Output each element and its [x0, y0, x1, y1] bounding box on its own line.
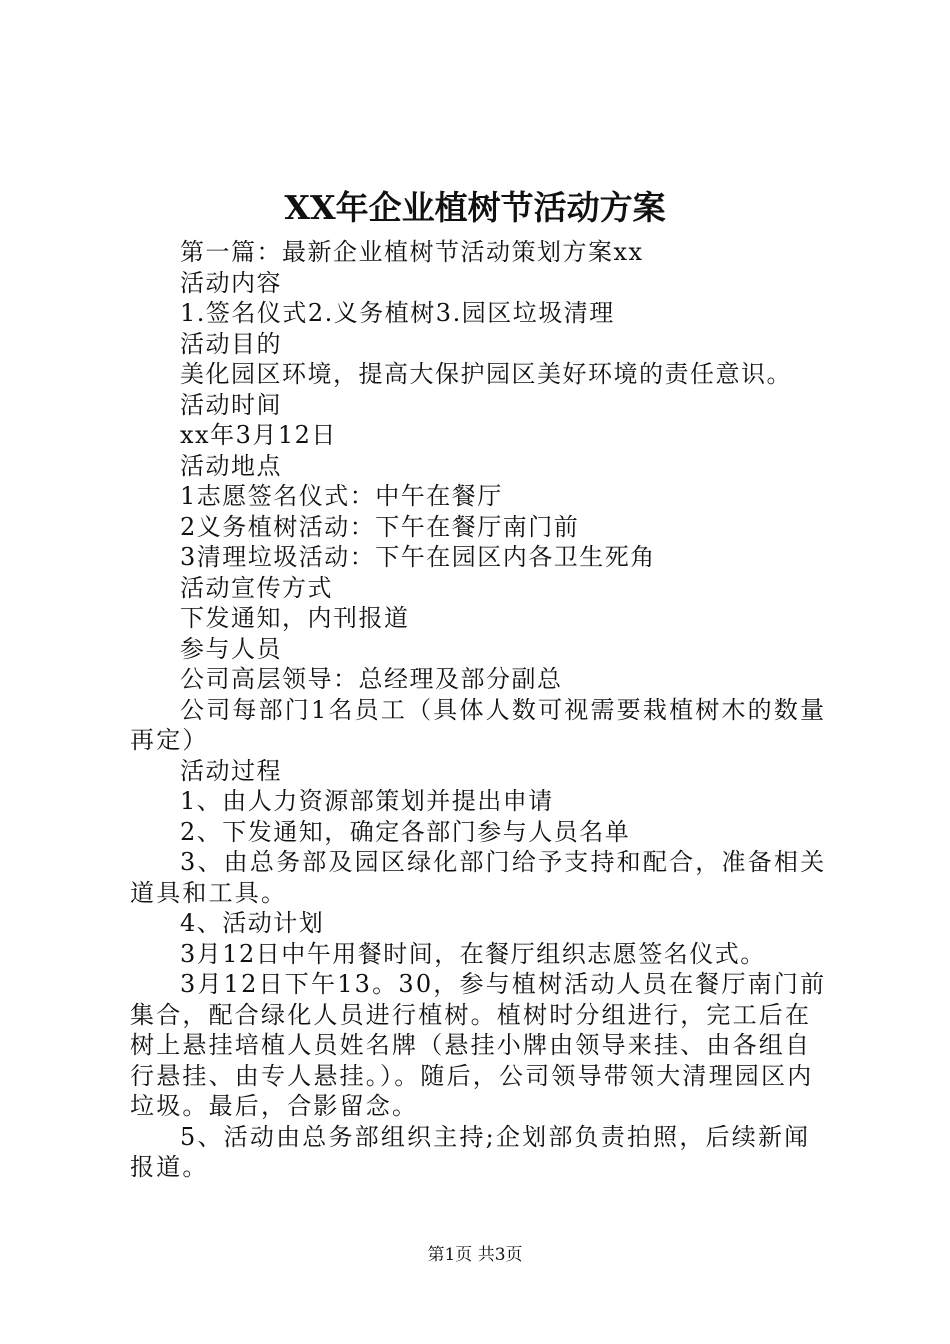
paragraph: 第一篇：最新企业植树节活动策划方案xx [180, 238, 644, 266]
paragraph: 2、下发通知，确定各部门参与人员名单 [180, 817, 631, 846]
document-title: XX年企业植树节活动方案 [284, 188, 666, 227]
paragraph: 活动过程 [180, 756, 282, 785]
paragraph: 公司高层领导：总经理及部分副总 [180, 665, 563, 693]
paragraph: 3月12日下午13。30，参与植树活动人员在餐厅南门前集合，配合绿化人员进行植树。植树时分组进行，完工后在树上悬挂培植人员姓名牌（悬挂小牌由领导来挂、由各组自行悬挂、由专人悬挂。）。随后，公司领导带领大清理园区内垃圾。最后，合影留念。 [130, 970, 827, 1120]
paragraph: 活动时间 [180, 390, 282, 419]
paragraph: 2义务植树活动：下午在餐厅南门前 [180, 512, 580, 541]
paragraph: 活动宣传方式 [180, 573, 333, 602]
document-body [130, 237, 835, 1183]
paragraph: 3月12日中午用餐时间，在餐厅组织志愿签名仪式。 [180, 939, 766, 968]
paragraph: 下发通知，内刊报道 [180, 604, 410, 632]
paragraph: 1志愿签名仪式：中午在餐厅 [180, 482, 503, 510]
paragraph: 3清理垃圾活动：下午在园区内各卫生死角 [180, 543, 656, 571]
paragraph: 活动地点 [180, 451, 282, 480]
paragraph: 活动目的 [180, 329, 282, 358]
paragraph: 1、由人力资源部策划并提出申请 [180, 787, 554, 815]
paragraph: 参与人员 [180, 634, 282, 663]
paragraph: 3、由总务部及园区绿化部门给予支持和配合，准备相关道具和工具。 [130, 848, 827, 907]
paragraph: 美化园区环境，提高大保护园区美好环境的责任意识。 [180, 360, 792, 388]
page-footer: 第1页 共3页 [427, 1245, 523, 1265]
paragraph: 活动内容 [180, 268, 282, 297]
paragraph: 1.签名仪式2.义务植树3.园区垃圾清理 [180, 299, 615, 327]
paragraph: 5、活动由总务部组织主持;企划部负责拍照，后续新闻报道。 [130, 1122, 811, 1181]
paragraph: 4、活动计划 [180, 909, 325, 937]
paragraph: xx年3月12日 [180, 421, 337, 449]
paragraph: 公司每部门1名员工（具体人数可视需要栽植树木的数量再定） [130, 695, 827, 754]
